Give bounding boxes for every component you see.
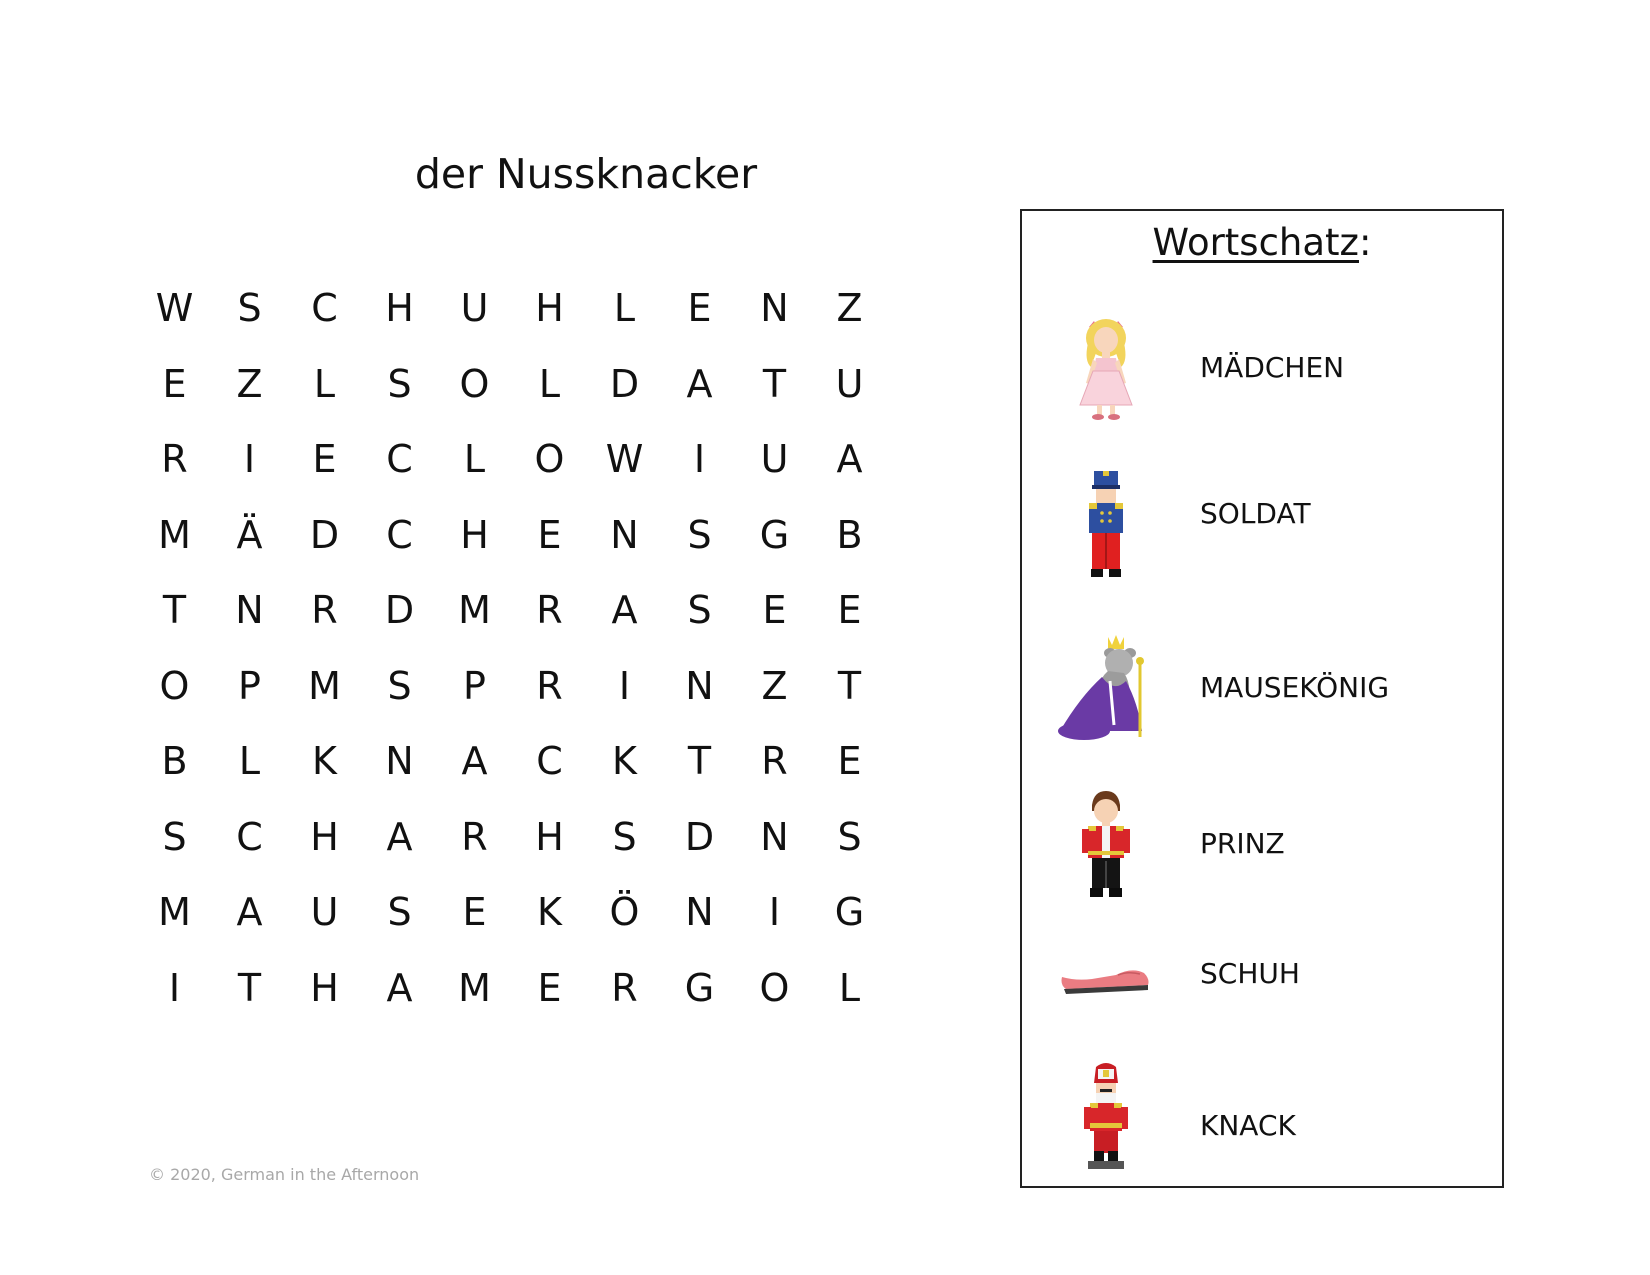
worksheet-title: der Nussknacker (414, 150, 758, 198)
grid-letter: S (837, 814, 862, 859)
grid-letter: Z (836, 286, 863, 330)
grid-letter: W (605, 437, 644, 481)
grid-letter: H (535, 286, 564, 330)
grid-letter: D (684, 814, 715, 859)
grid-letter: R (311, 588, 338, 632)
grid-letter: Z (236, 361, 263, 406)
grid-letter: C (236, 814, 263, 859)
vocab-word: SOLDAT (1200, 497, 1311, 530)
grid-letter: L (313, 361, 336, 406)
grid-letter: N (610, 512, 639, 557)
grid-letter: G (759, 512, 790, 557)
soldier-icon (1056, 469, 1156, 579)
grid-letter: N (385, 739, 414, 783)
vocabulary-title: Wortschatz: (1152, 221, 1372, 264)
grid-letter: U (460, 286, 489, 330)
grid-letter: G (684, 965, 715, 1010)
grid-letter: L (463, 437, 486, 481)
grid-letter: N (760, 286, 789, 330)
grid-letter: K (537, 890, 562, 934)
grid-letter: E (312, 437, 337, 481)
grid-letter: E (837, 588, 862, 632)
vocab-word: MÄDCHEN (1200, 351, 1345, 384)
grid-letter: S (162, 814, 187, 859)
vocab-item (1022, 789, 1502, 899)
vocab-item (1022, 1061, 1502, 1171)
grid-letter: K (612, 739, 637, 783)
grid-letter: E (537, 965, 562, 1010)
grid-letter: R (536, 588, 563, 632)
grid-letter: M (158, 512, 191, 557)
vocab-item (1022, 313, 1502, 423)
grid-letter: A (461, 739, 488, 783)
nutcracker-icon (1056, 1061, 1156, 1171)
grid-letter: E (162, 361, 187, 406)
grid-letter: L (238, 739, 261, 783)
vocab-item (1022, 469, 1502, 579)
grid-letter: P (238, 663, 261, 708)
grid-letter: H (460, 512, 489, 557)
grid-letter: C (386, 437, 413, 481)
grid-letter: B (161, 739, 188, 783)
grid-letter: M (158, 890, 191, 934)
vocab-word: PRINZ (1200, 827, 1285, 860)
grid-letter: I (693, 437, 706, 481)
grid-letter: A (686, 361, 713, 406)
grid-letter: T (762, 361, 787, 406)
grid-letter: E (837, 739, 862, 783)
grid-letter: T (237, 965, 262, 1010)
grid-letter: N (685, 663, 714, 708)
grid-letter: N (235, 588, 264, 632)
grid-letter: S (612, 814, 637, 859)
grid-letter: E (762, 588, 787, 632)
grid-letter: S (387, 663, 412, 708)
grid-letter: U (310, 890, 339, 934)
vocab-item (1022, 633, 1502, 743)
grid-letter: M (458, 588, 491, 632)
grid-letter: B (836, 512, 863, 557)
grid-letter: T (687, 739, 712, 783)
grid-letter: E (537, 512, 562, 557)
grid-letter: L (613, 286, 636, 330)
grid-letter: E (687, 286, 712, 330)
grid-letter: S (387, 890, 412, 934)
grid-letter: I (243, 437, 256, 481)
grid-letter: U (835, 361, 864, 406)
grid-letter: A (236, 890, 263, 934)
grid-letter: P (463, 663, 486, 708)
mouse-king-icon (1056, 633, 1156, 743)
grid-letter: G (834, 890, 865, 934)
grid-letter: N (760, 814, 789, 859)
grid-letter: M (308, 663, 341, 708)
grid-letter: S (687, 512, 712, 557)
grid-letter: Z (761, 663, 788, 708)
grid-letter: O (459, 361, 490, 406)
grid-letter: A (386, 965, 413, 1010)
grid-letter: A (611, 588, 638, 632)
grid-letter: R (611, 965, 638, 1010)
vocab-word: SCHUH (1200, 957, 1300, 990)
grid-letter: K (312, 739, 337, 783)
grid-letter: S (687, 588, 712, 632)
grid-letter: H (310, 965, 339, 1010)
grid-letter: A (836, 437, 863, 481)
grid-letter: H (385, 286, 414, 330)
word-search-grid (137, 285, 887, 1040)
grid-letter: I (768, 890, 781, 934)
grid-letter: S (387, 361, 412, 406)
copyright-notice: © 2020, German in the Afternoon (149, 1165, 420, 1184)
grid-letter: R (461, 814, 488, 859)
vocab-word: KNACK (1200, 1109, 1296, 1142)
grid-letter: D (384, 588, 415, 632)
grid-letter: C (311, 286, 338, 330)
grid-letter: R (161, 437, 188, 481)
grid-letter: C (536, 739, 563, 783)
grid-letter: W (155, 286, 194, 330)
grid-letter: L (538, 361, 561, 406)
prince-icon (1056, 789, 1156, 899)
grid-letter: T (162, 588, 187, 632)
grid-letter: R (536, 663, 563, 708)
grid-letter: R (761, 739, 788, 783)
grid-letter: Ö (609, 890, 640, 934)
grid-letter: H (535, 814, 564, 859)
grid-letter: N (685, 890, 714, 934)
grid-letter: S (237, 286, 262, 330)
grid-letter: D (609, 361, 640, 406)
vocab-item (1022, 929, 1502, 1039)
girl-icon (1056, 313, 1156, 423)
grid-letter: I (168, 965, 181, 1010)
grid-letter: A (386, 814, 413, 859)
shoe-icon (1056, 929, 1156, 1039)
grid-letter: O (159, 663, 190, 708)
vocab-word: MAUSEKÖNIG (1200, 671, 1390, 704)
grid-letter: M (458, 965, 491, 1010)
grid-letter: U (760, 437, 789, 481)
grid-letter: H (310, 814, 339, 859)
grid-letter: E (462, 890, 487, 934)
grid-letter: I (618, 663, 631, 708)
grid-letter: D (309, 512, 340, 557)
grid-letter: T (837, 663, 862, 708)
grid-letter: C (386, 512, 413, 557)
vocabulary-box (1020, 209, 1504, 1188)
grid-letter: Ä (236, 512, 263, 557)
grid-letter: L (838, 965, 861, 1010)
grid-letter: O (534, 437, 565, 481)
grid-letter: O (759, 965, 790, 1010)
